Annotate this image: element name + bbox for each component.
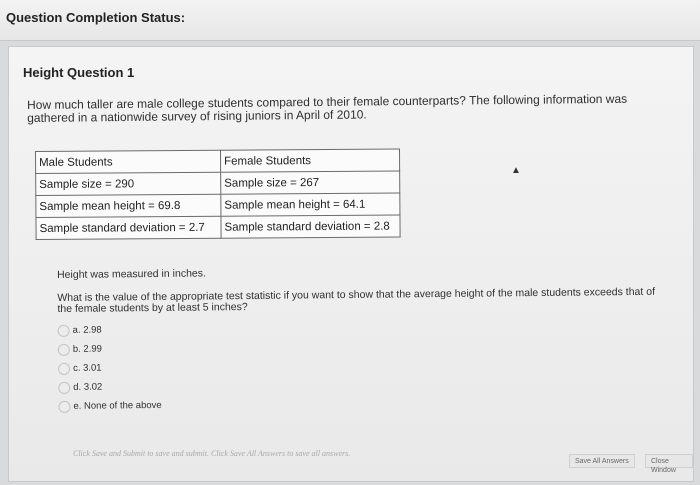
close-window-button[interactable]: Close Window	[645, 454, 693, 468]
question-header: Height Question 1	[23, 65, 135, 80]
table-cell: Male Students	[36, 150, 221, 173]
table-row	[36, 149, 400, 174]
mouse-cursor-icon: ▲	[511, 165, 521, 176]
measured-note: Height was measured in inches.	[57, 267, 206, 281]
question-text: How much taller are male college students compared to their female counterparts? The following information was gathered in a nationwide survey of rising juniors in April of 2010.	[26, 91, 628, 125]
table-cell: Sample standard deviation = 2.8	[221, 215, 400, 238]
table-cell: Sample mean height = 64.1	[221, 193, 400, 216]
radio-button[interactable]	[58, 324, 70, 336]
footer-note: Click Save and Submit to save and submit. Click Save All Answers to save all answers.	[73, 449, 351, 458]
table-cell: Sample standard deviation = 2.7	[36, 216, 221, 239]
table-cell: Sample mean height = 69.8	[36, 194, 221, 217]
sub-question-text: What is the value of the appropriate test statistic if you want to show that the average height of the male students exceeds that of the female students by at least 5 inches?	[57, 285, 656, 315]
radio-button[interactable]	[58, 343, 70, 355]
option-label: b. 2.99	[72, 343, 102, 355]
status-bar	[0, 0, 700, 41]
table-cell: Sample size = 267	[221, 171, 400, 194]
table-row	[36, 215, 400, 240]
option-label: a. 2.98	[72, 324, 102, 336]
radio-button[interactable]	[58, 381, 70, 393]
table-cell: Female Students	[220, 149, 399, 172]
data-table	[35, 148, 401, 240]
save-all-answers-button[interactable]: Save All Answers	[569, 454, 635, 468]
option-label: d. 3.02	[73, 381, 103, 393]
radio-button[interactable]	[58, 400, 70, 412]
radio-button[interactable]	[58, 362, 70, 374]
table-row	[36, 171, 400, 196]
table-cell: Sample size = 290	[36, 172, 221, 195]
status-title: Question Completion Status:	[6, 10, 186, 25]
sub-question-area	[57, 263, 659, 416]
option-label: c. 3.01	[72, 362, 102, 374]
option-label: e. None of the above	[73, 399, 162, 412]
question-panel	[8, 46, 694, 482]
table-row	[36, 193, 400, 218]
